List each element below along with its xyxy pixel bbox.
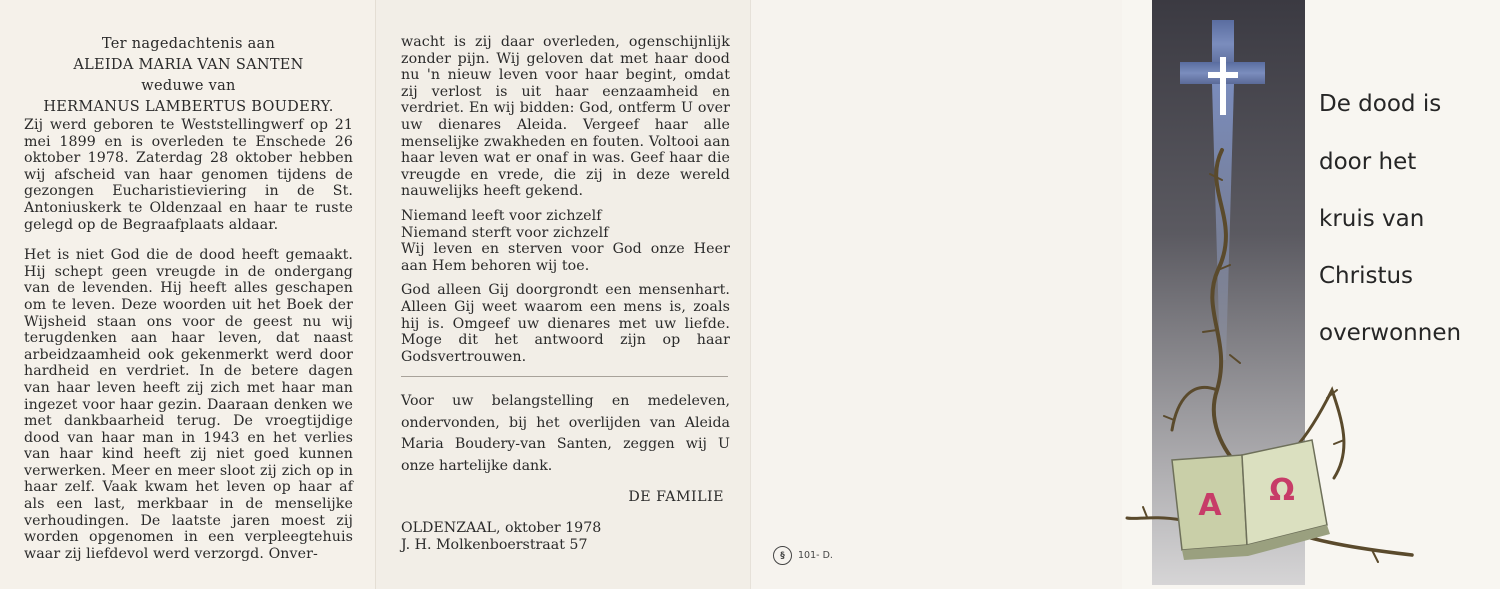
thanks-paragraph: Voor uw belangstelling en medeleven, ondervonden, bij het overlijden van Aleida Maria Boudery-van Santen, zeggen wij U onze hartelijke dank.: [401, 393, 730, 474]
cross-artwork: [1122, 0, 1500, 589]
deceased-name: ALEIDA MARIA VAN SANTEN: [73, 57, 304, 73]
card-panel-front: [1122, 0, 1500, 589]
omega-letter: Ω: [1269, 473, 1295, 508]
slogan-line: overwonnen: [1319, 320, 1462, 346]
spouse-name: HERMANUS LAMBERTUS BOUDERY.: [43, 99, 334, 115]
printer-logo-icon: §: [773, 546, 792, 565]
family-signature: DE FAMILIE: [628, 489, 724, 506]
alpha-letter: A: [1198, 488, 1222, 523]
prayer-paragraph: God alleen Gij doorgrondt een mensenhart. Alleen Gij weet waarom een mens is, zoals hij is. Omgeef uw dienares met uw liefde. Moge dit het antwoord zijn op haar Godsvertrouwen.: [401, 282, 730, 365]
slogan-line: door het: [1319, 149, 1417, 175]
poem: [401, 208, 730, 274]
biography-paragraph: Zij werd geboren te Weststellingwerf op 21 mei 1899 en is overleden te Enschede 26 oktober 1978. Zaterdag 28 oktober hebben wij afscheid van haar genomen tijdens de gezongen Eucharistieviering in de St. Antoniuskerk te Oldenzaal en haar te ruste gelegd op de Begraafplaats aldaar.: [24, 117, 353, 233]
card-panel-blank: [750, 0, 1122, 589]
continuation-paragraph: wacht is zij daar overleden, ogenschijnlijk zonder pijn. Wij geloven dat met haar dood nu 'n nieuw leven voor haar begint, omdat zij verlost is uit haar eenzaamheid en verdriet. En wij bidden: God, ontferm U over uw dienares Aleida. Vergeef haar alle menselijke zwakheden en fouten. Voltooi aan haar leven wat er onaf in was. Geef haar die vreugde en vrede, die zij in deze wereld nauwelijks heeft gekend.: [401, 34, 730, 200]
widow-of-line: weduwe van: [141, 78, 236, 94]
slogan-line: kruis van: [1319, 206, 1425, 232]
slogan-line: De dood is: [1319, 91, 1442, 117]
address: J. H. Molkenboerstraat 57: [401, 536, 588, 553]
card-panel-left: [0, 0, 375, 589]
card-panel-middle: [375, 0, 750, 589]
slogan-line: Christus: [1319, 263, 1414, 289]
divider: [401, 376, 728, 377]
memorial-header: [24, 34, 353, 118]
reflection-paragraph: Het is niet God die de dood heeft gemaakt. Hij schept geen vreugde in de ondergang van de levenden. Hij heeft alles geschapen om te leven. Deze woorden uit het Boek der Wijsheid staan ons voor de geest nu wij terugdenken aan haar leven, dat naast arbeidzaamheid ook gekenmerkt werd door hardheid en verdriet. In de betere dagen van haar leven heeft zij zich met haar man ingezet voor haar gezin. Daaraan denken we met dankbaarheid terug. De vroegtijdige dood van haar man in 1943 en het verlies van haar kind heeft zij niet goed kunnen verwerken. Meer en meer sloot zij zich op in haar zelf. Vaak kwam het leven op haar af als een last, merkbaar in de menselijke verhoudingen. De laatste jaren moest zij worden opgenomen in een verpleegtehuis waar zij liefdevol werd verzorgd. Onver-: [24, 247, 353, 562]
printer-mark: [773, 546, 833, 565]
place-block: [401, 520, 730, 553]
poem-line: Wij leven en sterven voor God onze Heer aan Hem behoren wij toe.: [401, 241, 730, 274]
open-book-icon: [1172, 440, 1330, 560]
poem-line: Niemand leeft voor zichzelf: [401, 207, 602, 224]
poem-line: Niemand sterft voor zichzelf: [401, 224, 609, 241]
card-code: 101- D.: [798, 550, 833, 561]
dedication-line: Ter nagedachtenis aan: [101, 36, 276, 52]
place-date: OLDENZAAL, oktober 1978: [401, 520, 602, 537]
